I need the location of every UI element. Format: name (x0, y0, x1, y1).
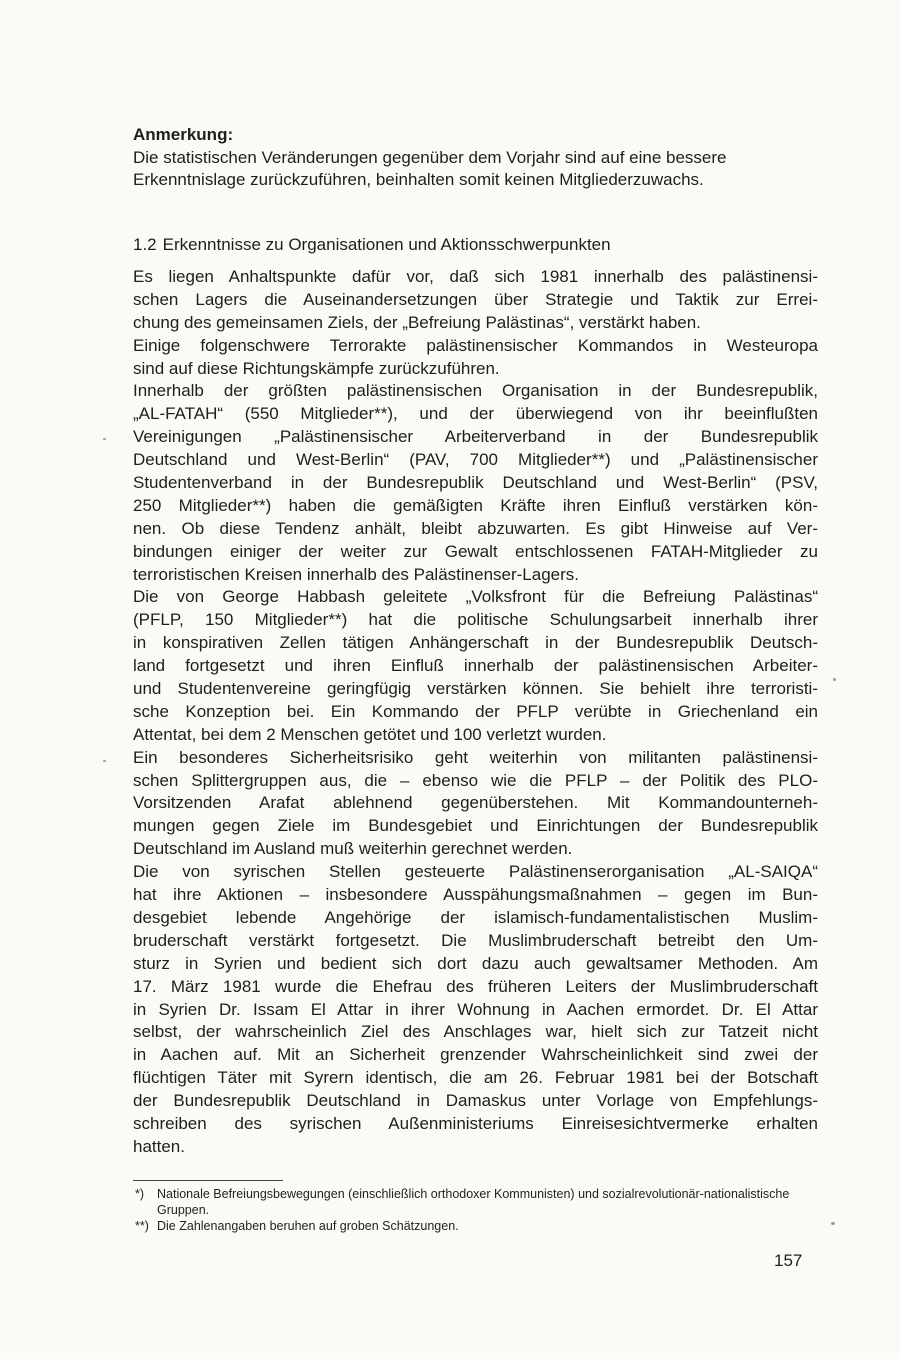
body-line: selbst, der wahrscheinlich Ziel des Anschlages war, hielt sich zur Tatzeit nicht (133, 1022, 818, 1042)
body-line: sche Konzeption bei. Ein Kommando der PFLP verübte in Griechenland ein (133, 701, 818, 721)
body-line: der Bundesrepublik Deutschland in Damaskus unter Vorlage von Empfehlungs- (133, 1091, 818, 1111)
body-line: schen Lagers die Auseinandersetzungen über Strategie und Taktik zur Errei- (133, 289, 818, 309)
footnote-1-text: Nationale Befreiungsbewegungen (einschließlich orthodoxer Kommunisten) und sozialrevolutionär-nationalistische Gruppen. (157, 1187, 790, 1217)
footnote-2-mark: **) (135, 1219, 149, 1233)
body-line: 250 Mitglieder**) haben die gemäßigten Kräfte ihren Einfluß verstärken kön- (133, 495, 818, 515)
body-line: Studentenverband in der Bundesrepublik Deutschland und West-Berlin“ (PSV, (133, 473, 818, 493)
footnote-2-text: Die Zahlenangaben beruhen auf groben Schätzungen. (157, 1219, 459, 1233)
body-line: Vereinigungen „Palästinensischer Arbeiterverband in der Bundesrepublik (133, 427, 818, 447)
body-line: Vorsitzenden Arafat ablehnend gegenüberstehen. Mit Kommandounterneh- (133, 793, 818, 813)
body-line: hat ihre Aktionen – insbesondere Ausspähungsmaßnahmen – gegen im Bun- (133, 885, 818, 905)
section-heading (133, 234, 611, 256)
scan-speck (831, 1222, 835, 1225)
body-line: schen Splittergruppen aus, die – ebenso wie die PFLP – der Politik des PLO- (133, 770, 818, 790)
body-line: Deutschland im Ausland muß weiterhin gerechnet werden. (133, 839, 573, 859)
body-line: desgebiet lebende Angehörige der islamisch-fundamentalistischen Muslim- (133, 907, 818, 927)
body-line: Attentat, bei dem 2 Menschen getötet und 100 verletzt wurden. (133, 724, 607, 744)
body-line: sturz in Syrien und bedient sich dort dazu auch gewaltsamer Methoden. Am (133, 953, 818, 973)
note-heading: Anmerkung: (133, 125, 234, 144)
section-number: 1.2 (133, 235, 157, 254)
body-line: sind auf diese Richtungskämpfe zurückzuführen. (133, 358, 500, 378)
scan-speck (103, 438, 106, 440)
body-line: bruderschaft verstärkt fortgesetzt. Die Muslimbruderschaft betreibt den Um- (133, 930, 818, 950)
body-line: Innerhalb der größten palästinensischen Organisation in der Bundesrepublik, (133, 381, 818, 401)
body-line: Es liegen Anhaltspunkte dafür vor, daß sich 1981 innerhalb des palästinensi- (133, 267, 818, 286)
body-line: land fortgesetzt und ihren Einfluß innerhalb der palästinensischen Arbeiter- (133, 656, 818, 676)
body-line: „AL-FATAH“ (550 Mitglieder**), und der überwiegend von ihr beeinflußten (133, 404, 818, 424)
page-number: 157 (774, 1251, 803, 1270)
footnote-divider (133, 1180, 283, 1181)
body-line: nen. Ob diese Tendenz anhält, bleibt abzuwarten. Es gibt Hinweise auf Ver- (133, 518, 818, 538)
body-line: und Studentenvereine geringfügig verstärken können. Sie behielt ihre terroristi- (133, 679, 818, 699)
body-line: Deutschland und West-Berlin“ (PAV, 700 Mitglieder**) und „Palästinensischer (133, 450, 818, 470)
body-line: schreiben des syrischen Außenministeriums Einreisesichtvermerke erhalten (133, 1113, 818, 1133)
body-line: in Syrien Dr. Issam El Attar in ihrer Wohnung in Aachen ermordet. Dr. El Attar (133, 999, 818, 1019)
body-line: chung des gemeinsamen Ziels, der „Befreiung Palästinas“, verstärkt haben. (133, 312, 701, 332)
body-line: in konspirativen Zellen tätigen Anhängerschaft in der Bundesrepublik Deutsch- (133, 633, 818, 653)
footnote-2 (135, 1218, 815, 1234)
scan-speck (103, 760, 106, 762)
body-line: Einige folgenschwere Terrorakte palästinensischer Kommandos in Westeuropa (133, 335, 818, 355)
body-line: Ein besonderes Sicherheitsrisiko geht weiterhin von militanten palästinensi- (133, 747, 818, 767)
body-line: (PFLP, 150 Mitglieder**) hat die politische Schulungsarbeit innerhalb ihrer (133, 610, 818, 630)
footnote-1 (135, 1186, 815, 1218)
scan-speck (833, 678, 836, 681)
body-line: hatten. (133, 1136, 185, 1156)
body-line: 17. März 1981 wurde die Ehefrau des früheren Leiters der Muslimbruderschaft (133, 976, 818, 996)
body-line: Die von George Habbash geleitete „Volksfront für die Befreiung Palästinas“ (133, 587, 818, 607)
body-text (133, 266, 818, 1159)
body-line: bindungen einiger der weiter zur Gewalt entschlossenen FATAH-Mitglieder zu (133, 541, 818, 561)
body-line: in Aachen auf. Mit an Sicherheit grenzender Wahrscheinlichkeit sind zwei der (133, 1045, 818, 1065)
body-line: flüchtigen Täter mit Syrern identisch, die am 26. Februar 1981 bei der Botschaft (133, 1068, 818, 1088)
body-line: Die von syrischen Stellen gesteuerte Palästinenserorganisation „AL-SAIQA“ (133, 862, 818, 882)
note-text: Die statistischen Veränderungen gegenüber dem Vorjahr sind auf eine bessere Erkenntnislage zurückzuführen, beinhalten somit keinen Mitgliederzuwachs. (133, 148, 727, 189)
body-line: mungen gegen Ziele im Bundesgebiet und Einrichtungen der Bundesrepublik (133, 816, 818, 836)
footnotes (135, 1186, 815, 1234)
footnote-1-mark: *) (135, 1187, 145, 1201)
body-line: terroristischen Kreisen innerhalb des Palästinenser-Lagers. (133, 564, 580, 584)
section-title: Erkenntnisse zu Organisationen und Aktionsschwerpunkten (162, 235, 611, 254)
